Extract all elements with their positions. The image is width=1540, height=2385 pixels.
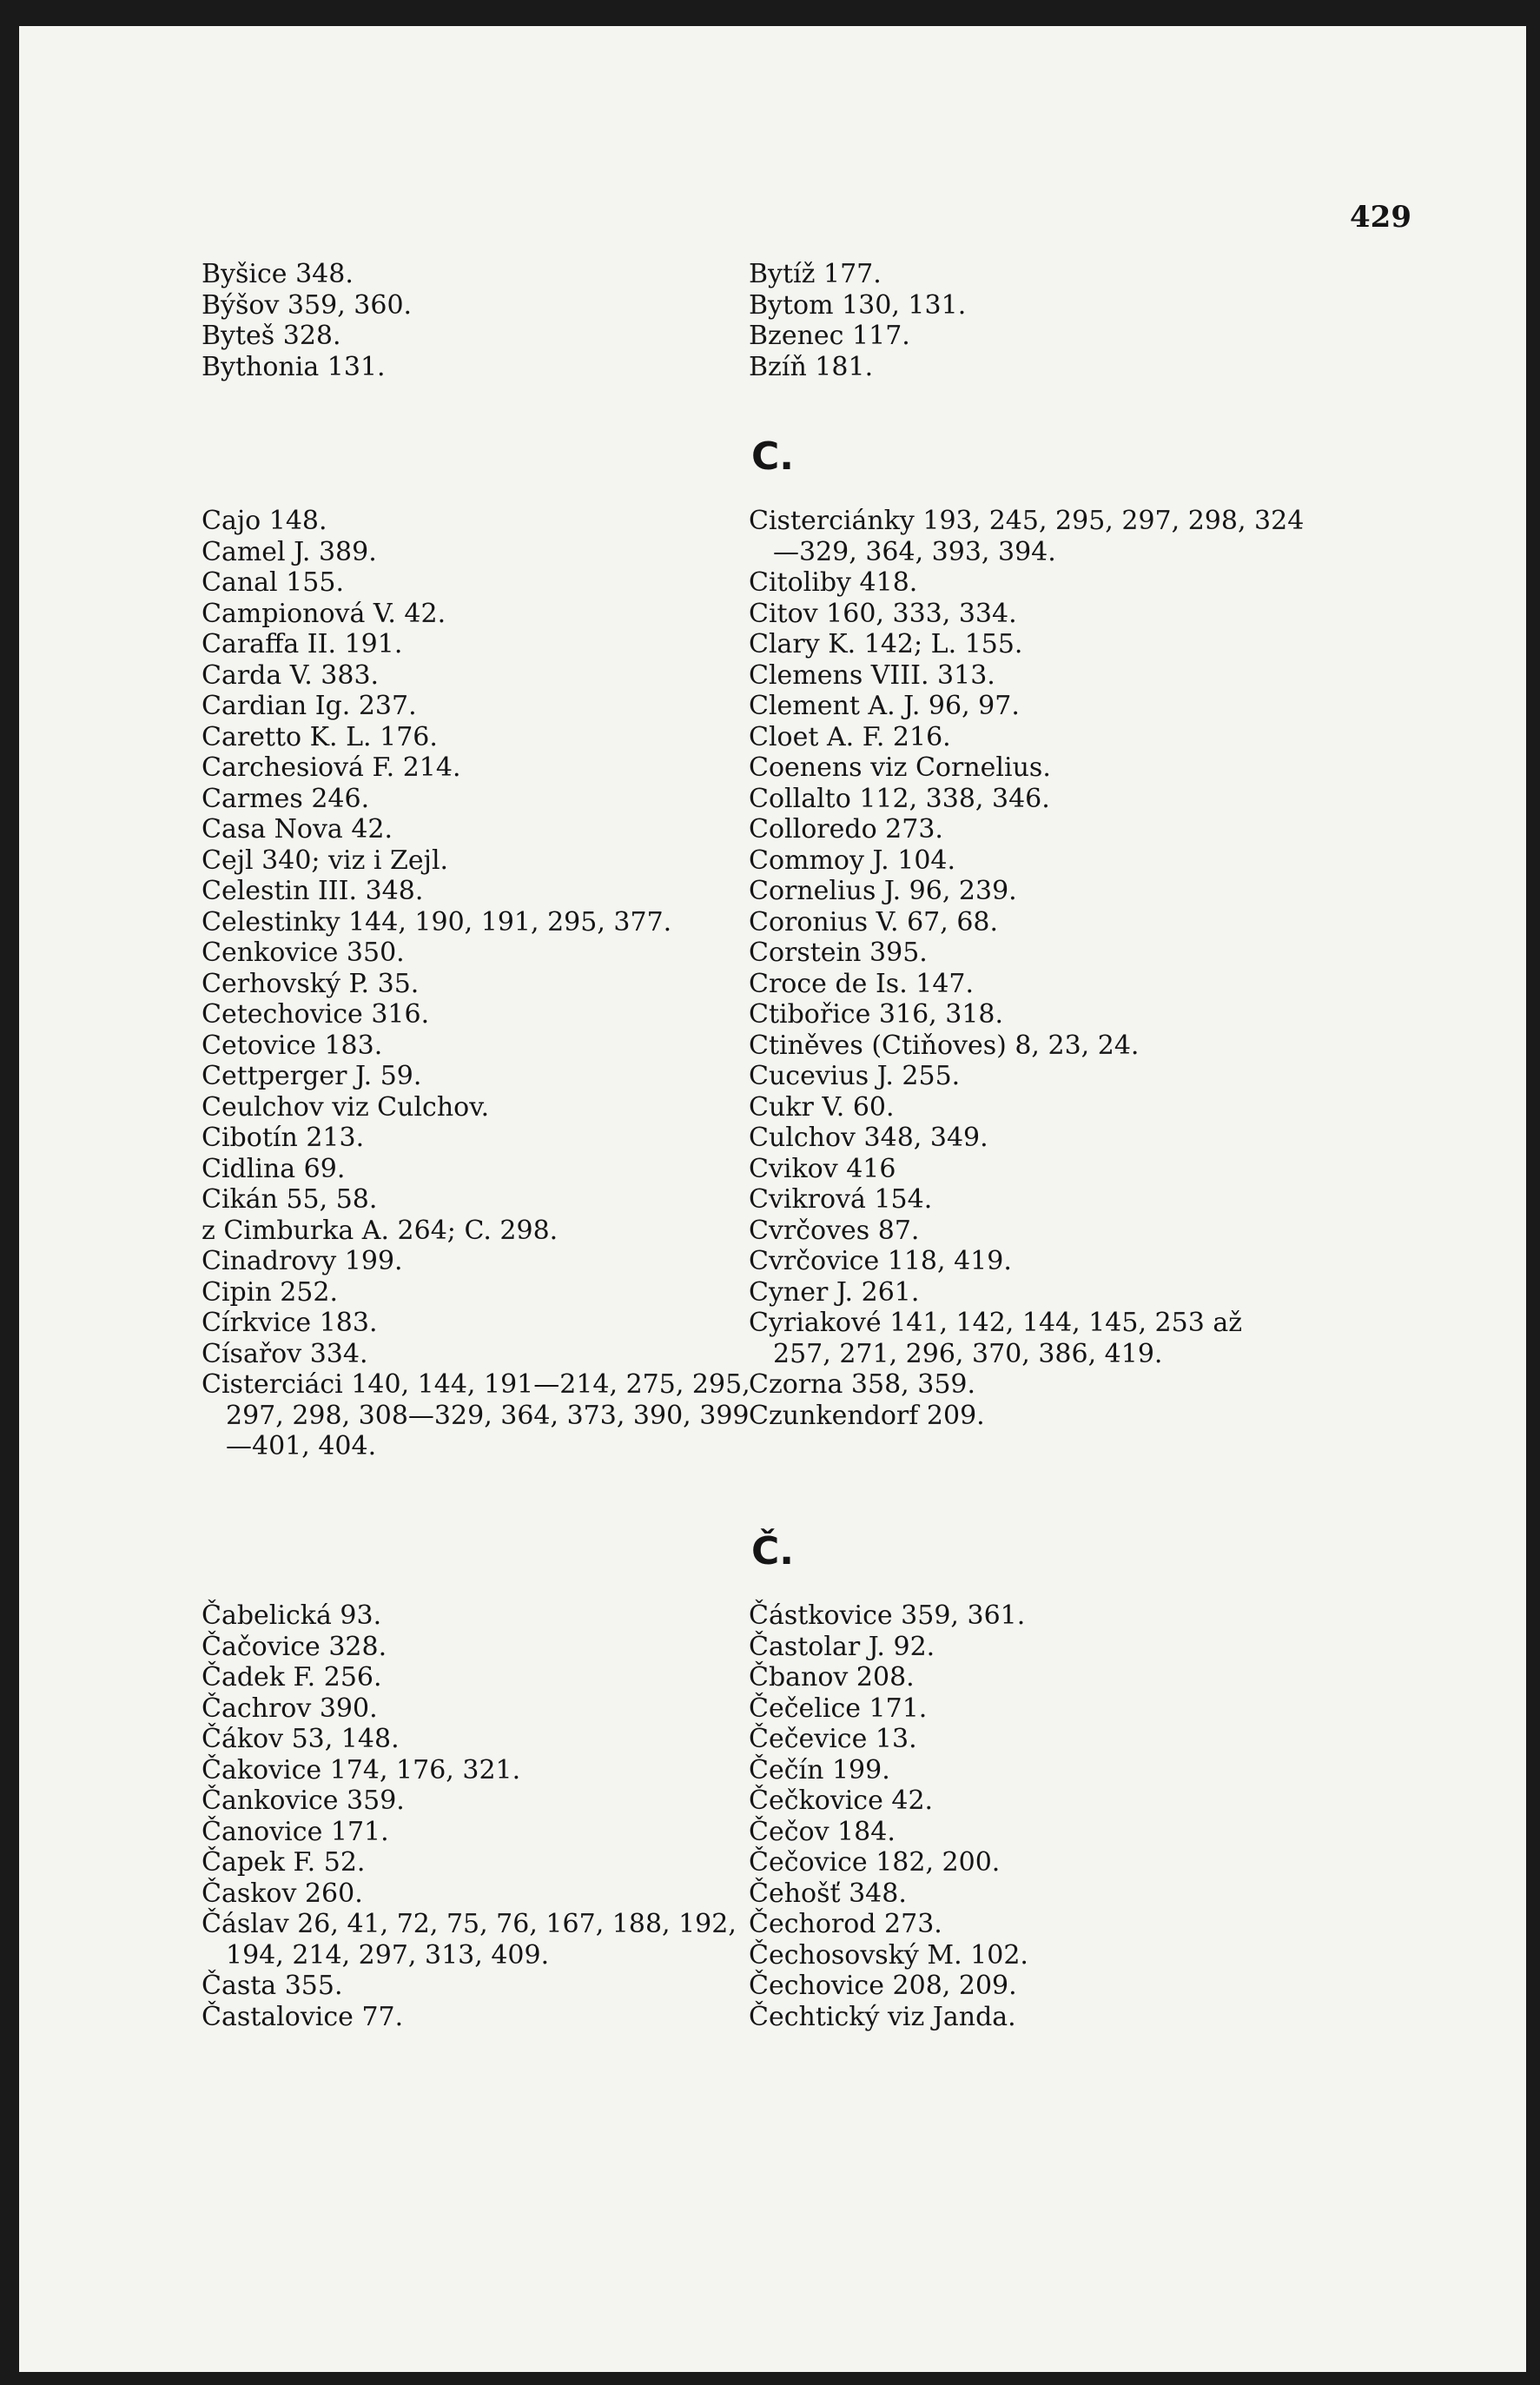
- index-entry: Čečov 184.: [749, 1816, 896, 1847]
- index-entry: Celestin III. 348.: [202, 876, 424, 906]
- index-entry: Čáslav 26, 41, 72, 75, 76, 167, 188, 192, 194, 214, 297, 313, 409.: [202, 1909, 737, 1971]
- index-entry: Čečovice 182, 200.: [749, 1847, 1001, 1878]
- index-entry: Cyner J. 261.: [749, 1276, 920, 1308]
- index-entry: Cinadrovy 199.: [202, 1246, 403, 1276]
- index-entry: Cejl 340; viz i Zejl.: [202, 845, 449, 876]
- index-entry: Cipin 252.: [202, 1276, 339, 1308]
- index-entry: Čbanov 208.: [749, 1662, 915, 1693]
- index-entry: Cvrčoves 87.: [749, 1215, 920, 1246]
- index-entry: Částkovice 359, 361.: [749, 1600, 1026, 1631]
- index-entry: Čakovice 174, 176, 321.: [202, 1754, 521, 1785]
- index-entry: Cerhovský P. 35.: [202, 968, 420, 999]
- index-entry: Čechorod 273.: [749, 1909, 942, 1939]
- index-entry: Cucevius J. 255.: [749, 1061, 961, 1091]
- index-entry: Bytíž 177.: [749, 259, 882, 289]
- index-entry: Canal 155.: [202, 567, 344, 598]
- index-entry: Coronius V. 67, 68.: [749, 906, 999, 937]
- index-entry: Clemens VIII. 313.: [749, 659, 995, 691]
- index-entry: Cloet A. F. 216.: [749, 721, 951, 752]
- index-entry: Caretto K. L. 176.: [202, 721, 438, 752]
- index-entry: Culchov 348, 349.: [749, 1123, 988, 1153]
- index-entry: Carmes 246.: [202, 783, 370, 814]
- index-entry: Čečín 199.: [749, 1754, 890, 1785]
- index-entry: Čehošť 348.: [749, 1878, 907, 1909]
- index-entry: Carda V. 383.: [202, 659, 380, 691]
- index-entry: Církvice 183.: [202, 1308, 378, 1338]
- index-entry: Cenkovice 350.: [202, 937, 405, 968]
- index-entry: Čadek F. 256.: [202, 1662, 382, 1693]
- index-entry: Časkov 260.: [202, 1878, 363, 1909]
- index-entry: Collalto 112, 338, 346.: [749, 783, 1050, 814]
- index-entry: Cvrčovice 118, 419.: [749, 1246, 1012, 1276]
- index-entry: Cikán 55, 58.: [202, 1184, 378, 1215]
- index-entry: Cibotín 213.: [202, 1123, 365, 1153]
- index-entry: Bzenec 117.: [749, 321, 910, 351]
- index-entry: Čačovice 328.: [202, 1631, 387, 1662]
- index-entry: Čanovice 171.: [202, 1816, 389, 1847]
- index-entry: Ceulchov viz Culchov.: [202, 1091, 490, 1123]
- index-entry: Campionová V. 42.: [202, 598, 446, 629]
- section-c-caron-right-column: [749, 1600, 1305, 2032]
- index-entry: Cornelius J. 96, 239.: [749, 876, 1017, 906]
- index-entry: Bzíň 181.: [749, 351, 874, 382]
- index-entry: Čečelice 171.: [749, 1693, 928, 1724]
- index-entry: Byteš 328.: [202, 321, 341, 351]
- index-entry: Czorna 358, 359.: [749, 1369, 976, 1400]
- index-entry: Čabelická 93.: [202, 1600, 382, 1631]
- index-entry: Čachrov 390.: [202, 1693, 378, 1724]
- index-entry: Citoliby 418.: [749, 567, 918, 598]
- index-entry: Casa Nova 42.: [202, 814, 393, 845]
- index-entry: Čechtický viz Janda.: [749, 2001, 1016, 2032]
- index-entry: Colloredo 273.: [749, 814, 943, 845]
- index-entry: Čečevice 13.: [749, 1724, 917, 1754]
- index-entry: Čečkovice 42.: [749, 1785, 934, 1816]
- index-entry: Clary K. 142; L. 155.: [749, 629, 1023, 659]
- index-entry: Cvikrová 154.: [749, 1184, 933, 1215]
- index-entry: Cyriakové 141, 142, 144, 145, 253 až 257, 271, 296, 370, 386, 419.: [749, 1308, 1243, 1369]
- letter-heading-c: C.: [750, 434, 794, 479]
- index-entry: Čapek F. 52.: [202, 1847, 366, 1878]
- index-entry: Cardian Ig. 237.: [202, 691, 417, 721]
- page-number: 429: [1350, 200, 1411, 235]
- index-entry: Croce de Is. 147.: [749, 968, 975, 999]
- index-entry: Častalovice 77.: [202, 2001, 404, 2032]
- index-entry: Cisterciáci 140, 144, 191—214, 275, 295, 297, 298, 308—329, 364, 373, 390, 399—401, 404.: [202, 1369, 750, 1461]
- index-entry: Celestinky 144, 190, 191, 295, 377.: [202, 906, 672, 937]
- index-entry: Corstein 395.: [749, 937, 928, 968]
- section-b-right-column: [749, 259, 1305, 382]
- index-entry: Čákov 53, 148.: [202, 1724, 400, 1754]
- index-entry: Cisterciánky 193, 245, 295, 297, 298, 324—329, 364, 393, 394.: [749, 506, 1305, 567]
- index-entry: Čankovice 359.: [202, 1785, 405, 1816]
- section-c-caron-left-column: [202, 1600, 757, 2032]
- index-entry: Ctiněves (Ctiňoves) 8, 23, 24.: [749, 1030, 1140, 1061]
- section-c-right-column: [749, 506, 1305, 1431]
- section-b-left-column: [202, 259, 757, 382]
- letter-heading-c-caron: Č.: [750, 1529, 794, 1573]
- index-entry: Commoy J. 104.: [749, 845, 956, 876]
- index-entry: Coenens viz Cornelius.: [749, 752, 1051, 783]
- index-entry: Bytom 130, 131.: [749, 289, 967, 321]
- index-entry: Cetovice 183.: [202, 1030, 383, 1061]
- index-entry: Cajo 148.: [202, 506, 327, 536]
- section-c-left-column: [202, 506, 757, 1462]
- index-entry: Czunkendorf 209.: [749, 1400, 985, 1431]
- index-entry: Clement A. J. 96, 97.: [749, 691, 1020, 721]
- index-entry: Caraffa II. 191.: [202, 629, 403, 659]
- index-entry: Citov 160, 333, 334.: [749, 598, 1017, 629]
- index-entry: Častolar J. 92.: [749, 1631, 935, 1662]
- index-entry: Bythonia 131.: [202, 351, 386, 382]
- index-entry: Ctibořice 316, 318.: [749, 999, 1004, 1030]
- index-entry: Časta 355.: [202, 1971, 343, 2001]
- index-entry: Císařov 334.: [202, 1338, 368, 1369]
- index-entry: Cettperger J. 59.: [202, 1061, 422, 1091]
- index-entry: Cetechovice 316.: [202, 999, 430, 1030]
- index-entry: Čechosovský M. 102.: [749, 1939, 1028, 1971]
- index-entry: Cvikov 416: [749, 1153, 896, 1184]
- index-entry: Cidlina 69.: [202, 1153, 346, 1184]
- index-entry: Byšice 348.: [202, 259, 354, 289]
- index-entry: Camel J. 389.: [202, 536, 377, 567]
- index-entry: z Cimburka A. 264; C. 298.: [202, 1215, 558, 1246]
- book-page: [19, 26, 1526, 2372]
- index-entry: Býšov 359, 360.: [202, 289, 413, 321]
- index-entry: Cukr V. 60.: [749, 1091, 895, 1123]
- index-entry: Čechovice 208, 209.: [749, 1971, 1017, 2001]
- index-entry: Carchesiová F. 214.: [202, 752, 461, 783]
